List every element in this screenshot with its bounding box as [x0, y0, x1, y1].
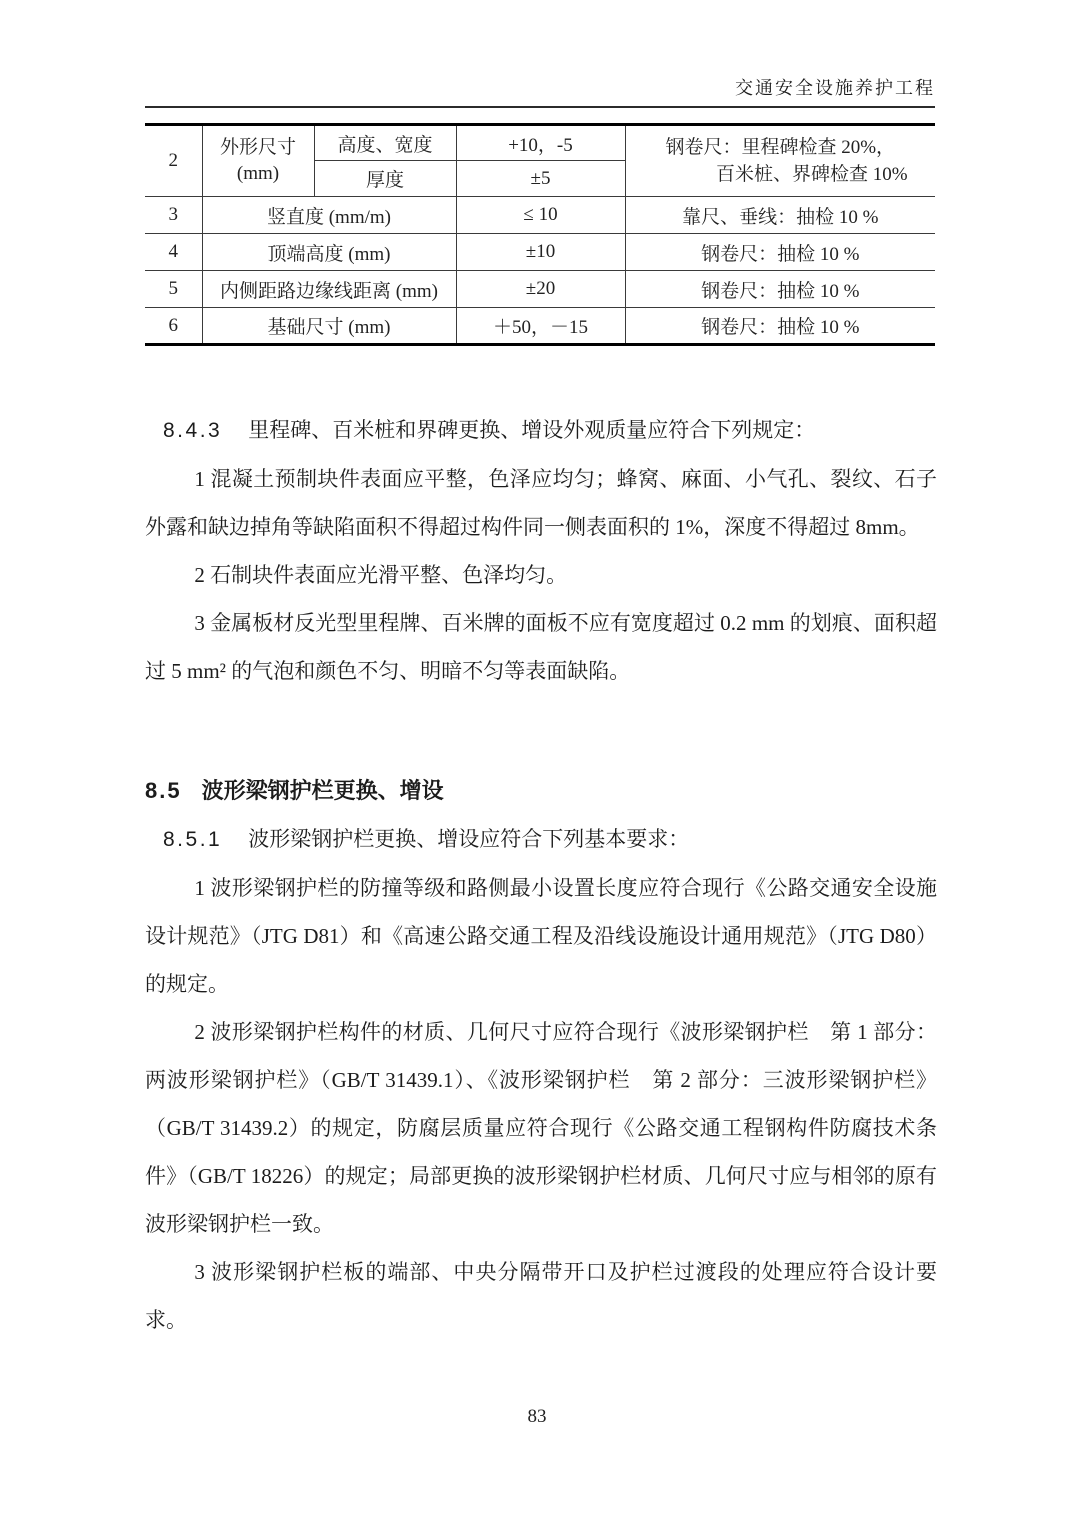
clause-8-5-1-item-3: 3 波形梁钢护栏板的端部、中央分隔带开口及护栏过渡段的处理应符合设计要求。 — [145, 1260, 937, 1332]
row6-number: 6 — [145, 308, 202, 345]
clause-8-5-1-item-2: 2 波形梁钢护栏构件的材质、几何尺寸应符合现行《波形梁钢护栏 第 1 部分：两波形梁钢护栏》（GB/T 31439.1）、《波形梁钢护栏 第 2 部分：三波形梁钢护栏》（GB/T 31439.2）的规定，防腐层质量应符合现行《公路交通工程钢构件防腐技术条件》（GB/T 18226）的规定；局部更换的波形梁钢护栏材质、几何尺寸应与相邻的原有波形梁钢护栏一致。 — [145, 1020, 937, 1236]
page-header — [145, 74, 935, 108]
row3-number: 3 — [145, 197, 202, 234]
inspection-table — [145, 123, 935, 346]
row3-item: 竖直度 (mm/m) — [202, 197, 456, 234]
row4-number: 4 — [145, 234, 202, 271]
row6-method: 钢卷尺：抽检 10 % — [625, 308, 935, 345]
clause-number-8-4-3: 8.4.3 — [163, 419, 223, 442]
clause-8-4-3-item-1: 1 混凝土预制块件表面应平整，色泽应均匀；蜂窝、麻面、小气孔、裂纹、石子外露和缺边掉角等缺陷面积不得超过构件同一侧表面积的 1%，深度不得超过 8mm。 — [145, 467, 937, 539]
row3-method: 靠尺、垂线：抽检 10 % — [625, 197, 935, 234]
row2-sub2-label: 厚度 — [314, 161, 456, 197]
row2-item-line2: (mm) — [236, 163, 280, 184]
page-footer — [0, 1406, 1074, 1428]
row2-method-line1: 钢卷尺：里程碑检查 20%， — [665, 137, 896, 158]
clause-8-5-1-item-1: 1 波形梁钢护栏的防撞等级和路侧最小设置长度应符合现行《公路交通安全设施设计规范》（JTG D81）和《高速公路交通工程及沿线设施设计通用规范》（JTG D80）的规定。 — [145, 876, 937, 996]
clause-number-8-5-1: 8.5.1 — [163, 828, 223, 851]
row2-sub1-label: 高度、宽度 — [314, 125, 456, 161]
clause-heading-8-5-1 — [145, 815, 937, 864]
row3-value: ≤ 10 — [456, 197, 625, 234]
table-row-6 — [145, 308, 935, 345]
row6-item: 基础尺寸 (mm) — [202, 308, 456, 345]
row2-method-line2: 百米桩、界碑检查 10% — [715, 164, 908, 185]
header-title: 交通安全设施养护工程 — [735, 78, 935, 98]
row2-sub1-value: +10，-5 — [456, 125, 625, 161]
document-body — [145, 406, 937, 1344]
row2-item — [202, 125, 314, 197]
clause-title-8-4-3: 里程碑、百米桩和界碑更换、增设外观质量应符合下列规定： — [248, 418, 816, 442]
row5-value: ±20 — [456, 271, 625, 308]
section-title-8-5: 波形梁钢护栏更换、增设 — [201, 778, 444, 803]
section-number-8-5: 8.5 — [145, 778, 182, 803]
table-row-2a — [145, 125, 935, 161]
clause-8-4-3-item-2: 2 石制块件表面应光滑平整、色泽均匀。 — [194, 563, 568, 587]
clause-title-8-5-1: 波形梁钢护栏更换、增设应符合下列基本要求： — [248, 827, 690, 851]
table-row-3 — [145, 197, 935, 234]
row2-method — [625, 125, 935, 197]
row4-item: 顶端高度 (mm) — [202, 234, 456, 271]
row2-item-line1: 外形尺寸 — [219, 137, 296, 158]
row5-number: 5 — [145, 271, 202, 308]
row2-number: 2 — [145, 125, 202, 197]
page-number: 83 — [527, 1406, 547, 1427]
row4-value: ±10 — [456, 234, 625, 271]
row5-item: 内侧距路边缘线距离 (mm) — [202, 271, 456, 308]
section-heading-8-5 — [145, 767, 937, 815]
clause-heading-8-4-3 — [145, 406, 937, 455]
row5-method: 钢卷尺：抽检 10 % — [625, 271, 935, 308]
row4-method: 钢卷尺：抽检 10 % — [625, 234, 935, 271]
table-row-5 — [145, 271, 935, 308]
table-row-4 — [145, 234, 935, 271]
inspection-table-wrap — [145, 123, 935, 346]
row2-sub2-value: ±5 — [456, 161, 625, 197]
row6-value: ＋50，－15 — [456, 308, 625, 345]
clause-8-4-3-item-3: 3 金属板材反光型里程牌、百米牌的面板不应有宽度超过 0.2 mm 的划痕、面积超过 5 mm² 的气泡和颜色不匀、明暗不匀等表面缺陷。 — [145, 611, 937, 683]
